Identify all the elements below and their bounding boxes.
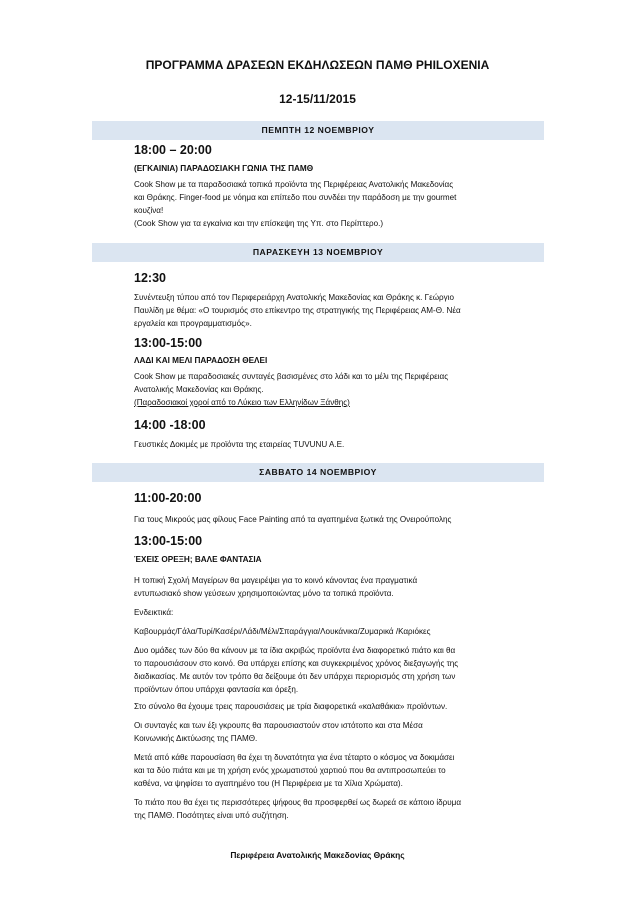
paragraph xyxy=(134,751,544,790)
day-header-friday: ΠΑΡΑΣΚΕΥΗ 13 ΝΟΕΜΒΡΙΟΥ xyxy=(92,243,544,262)
event-subtitle: (ΕΓΚΑΙΝΙΑ) ΠΑΡΑΔΟΣΙΑΚΗ ΓΩΝΙΑ ΤΗΣ ΠΑΜΘ xyxy=(134,164,314,173)
text-line: Δυο ομάδες των δύο θα κάνουν με τα ίδια ακριβώς προϊόντα ένα διαφορετικό πιάτο και θα xyxy=(134,646,456,655)
text-line: Κοινωνικής Δικτύωσης της ΠΑΜΘ. xyxy=(134,734,258,743)
text-line: και Θράκης. Finger-food με νόημα και επίπεδο που συνδέει την παράδοση με την gourmet xyxy=(134,193,457,202)
paragraph xyxy=(134,796,544,822)
paragraph xyxy=(134,625,544,638)
event-time: 14:00 -18:00 xyxy=(134,418,206,432)
text-line: και τα δύο πιάτα και με τη χρήση ενός χρωματιστού χαρτιού που θα αντιπροσωπεύει το xyxy=(134,766,446,775)
text-line: της ΠΑΜΘ. Ποσότητες είναι υπό συζήτηση. xyxy=(134,811,289,820)
paragraph xyxy=(134,700,544,713)
text-line: Για τους Μικρούς μας φίλους Face Painting από τα αγαπημένα ξωτικά της Ονειρούπολης xyxy=(134,515,452,524)
event-description xyxy=(134,438,544,451)
document-dates: 12-15/11/2015 xyxy=(279,92,356,106)
text-line: καθένα, να ψηφίσει το αγαπημένο του (Η Περιφέρεια με τα Χίλια Χρώματα). xyxy=(134,779,403,788)
text-line: διαδικασίας. Με αυτόν τον τρόπο θα δείξουμε ότι δεν υπάρχει περιορισμός στη χρήση των xyxy=(134,672,456,681)
event-subtitle: ΈΧΕΙΣ ΟΡΕΞΗ; ΒΑΛΕ ΦΑΝΤΑΣΙΑ xyxy=(134,555,262,564)
event-description xyxy=(134,370,544,409)
text-line: προϊόντων όπου υπάρχει φαντασία και όρεξη. xyxy=(134,685,299,694)
document-title: ΠΡΟΓΡΑΜΜΑ ΔΡΑΣΕΩΝ ΕΚΔΗΛΩΣΕΩΝ ΠΑΜΘ PHILOXENIA xyxy=(145,58,490,72)
text-line: Καβουρμάς/Γάλα/Τυρί/Κασέρι/Λάδι/Μέλι/Σπαράγγια/Λουκάνικα/Ζυμαρικά /Καριόκες xyxy=(134,627,431,636)
text-line: Οι συνταγές και των έξι γκρουπς θα παρουσιαστούν στον ιστότοπο και στα Μέσα xyxy=(134,721,423,730)
text-line: Ανατολικής Μακεδονίας και Θράκης. xyxy=(134,385,264,394)
text-line: Μετά από κάθε παρουσίαση θα έχει τη δυνατότητα για ένα τέταρτο ο κόσμος να δοκιμάσει xyxy=(134,753,455,762)
text-line: Cook Show με τα παραδοσιακά τοπικά προϊόντα της Περιφέρειας Ανατολικής Μακεδονίας xyxy=(134,180,454,189)
text-line: Cook Show με παραδοσιακές συνταγές βασισμένες στο λάδι και το μέλι της Περιφέρειας xyxy=(134,372,449,381)
text-line: το παρουσιάσουν στο κοινό. Θα υπάρχει επίσης και συγκεκριμένος χρόνος διεξαγωγής της xyxy=(134,659,459,668)
text-line: Παυλίδη με θέμα: «Ο τουρισμός στο επίκεντρο της στρατηγικής της Περιφέρειας ΑΜ-Θ. Νέα xyxy=(134,306,461,315)
text-line: εντυπωσιακό show γεύσεων χρησιμοποιώντας μόνο τα τοπικά προϊόντα. xyxy=(134,589,394,598)
text-line: κουζίνα! xyxy=(134,206,164,215)
event-time: 18:00 – 20:00 xyxy=(134,143,212,157)
day-header-saturday: ΣΑΒΒΑΤΟ 14 ΝΟΕΜΒΡΙΟΥ xyxy=(92,463,544,482)
paragraph xyxy=(134,719,544,745)
paragraph xyxy=(134,644,544,696)
event-description xyxy=(134,513,544,526)
event-subtitle: ΛΑΔΙ ΚΑΙ ΜΕΛΙ ΠΑΡΑΔΟΣΗ ΘΕΛΕΙ xyxy=(134,356,268,365)
event-description xyxy=(134,178,544,230)
event-time: 11:00-20:00 xyxy=(134,491,202,505)
text-line: Ενδεικτικά: xyxy=(134,608,174,617)
text-line: (Cook Show για τα εγκαίνια και την επίσκεψη της Υπ. στο Περίπτερο.) xyxy=(134,219,384,228)
text-line: Το πιάτο που θα έχει τις περισσότερες ψήφους θα προσφερθεί ως δωρεά σε κάποιο ίδρυμα xyxy=(134,798,462,807)
text-line: Στο σύνολο θα έχουμε τρεις παρουσιάσεις με τρία διαφορετικά «καλαθάκια» προϊόντων. xyxy=(134,702,448,711)
event-time: 12:30 xyxy=(134,271,166,285)
paragraph xyxy=(134,574,544,600)
paragraph xyxy=(134,606,544,619)
text-line: Συνέντευξη τύπου από τον Περιφερειάρχη Ανατολικής Μακεδονίας και Θράκης κ. Γεώργιο xyxy=(134,293,454,302)
event-time: 13:00-15:00 xyxy=(134,336,203,350)
day-header-thursday: ΠΕΜΠΤΗ 12 ΝΟΕΜΒΡΙΟΥ xyxy=(92,121,544,140)
text-line: Η τοπική Σχολή Μαγείρων θα μαγειρέψει για το κοινό κάνοντας ένα πραγματικά xyxy=(134,576,418,585)
event-note: (Παραδοσιακοί χοροί από το Λύκειο των Ελληνίδων Ξάνθης) xyxy=(134,398,350,407)
document-footer: Περιφέρεια Ανατολικής Μακεδονίας Θράκης xyxy=(230,850,405,860)
event-description xyxy=(134,291,544,330)
text-line: Γευστικές Δοκιμές με προϊόντα της εταιρείας TUVUNU A.E. xyxy=(134,440,345,449)
text-line: εργαλεία και προγραμματισμός». xyxy=(134,319,252,328)
event-time: 13:00-15:00 xyxy=(134,534,203,548)
